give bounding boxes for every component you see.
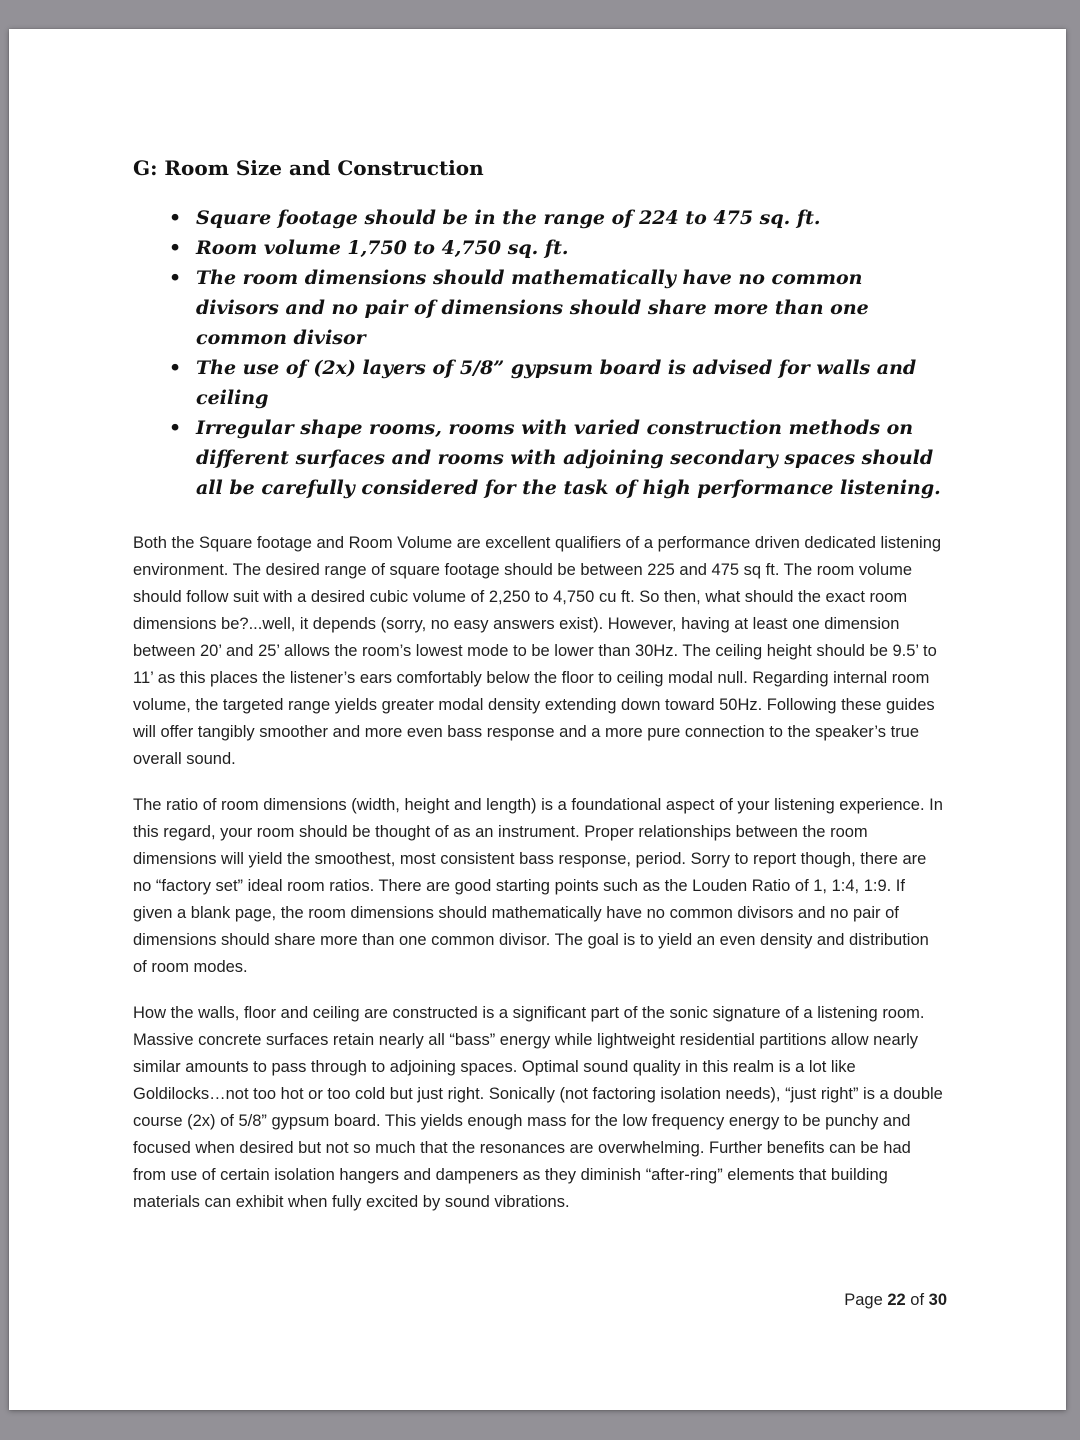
bullet-item: • Room volume 1,750 to 4,750 sq. ft.	[133, 233, 947, 263]
paragraph: How the walls, floor and ceiling are constructed is a significant part of the sonic signature of a listening room. Massive concrete surfaces retain nearly all “bass” energy while lightweight residential partitions allow nearly similar amounts to pass through to adjoining spaces. Optimal sound quality in this realm is a lot like Goldilocks…not too hot or too cold but just right. Sonically (not factoring isolation needs), “just right” is a double course (2x) of 5/8” gypsum board. This yields enough mass for the low frequency energy to be punchy and focused when desired but not so much that the resonances are overwhelming. Further benefits can be had from use of certain isolation hangers and dampeners as they diminish “after-ring” elements that building materials can exhibit when fully excited by sound vibrations.	[133, 1004, 943, 1211]
bullet-item: • Irregular shape rooms, rooms with varied construction methods on different surfaces and rooms with adjoining secondary spaces should all be carefully considered for the task of high performance listening.	[133, 413, 947, 503]
paragraph: The ratio of room dimensions (width, height and length) is a foundational aspect of your listening experience. In this regard, your room should be thought of as an instrument. Proper relationships between the room dimensions will yield the smoothest, most consistent bass response, period. Sorry to report though, there are no “factory set” ideal room ratios. There are good starting points such as the Louden Ratio of 1, 1:4, 1:9. If given a blank page, the room dimensions should mathematically have no common divisors and no pair of dimensions should share more than one common divisor. The goal is to yield an even density and distribution of room modes.	[133, 796, 943, 976]
document-page	[9, 29, 1066, 1410]
bullet-item: • Square footage should be in the range of 224 to 475 sq. ft.	[133, 203, 947, 233]
total-page-number: 30	[928, 1291, 947, 1309]
page-content	[133, 156, 947, 1235]
page-number-footer	[844, 1291, 947, 1310]
current-page-number: 22	[887, 1291, 906, 1309]
section-heading: G: Room Size and Construction	[133, 156, 484, 180]
of-label: of	[905, 1291, 929, 1309]
bullet-list	[133, 203, 947, 503]
paragraph: Both the Square footage and Room Volume are excellent qualifiers of a performance driven dedicated listening environment. The desired range of square footage should be between 225 and 475 sq ft. The room volume should follow suit with a desired cubic volume of 2,250 to 4,750 cu ft. So then, what should the exact room dimensions be?...well, it depends (sorry, no easy answers exist). However, having at least one dimension between 20’ and 25’ allows the room’s lowest mode to be lower than 30Hz. The ceiling height should be 9.5’ to 11’ as this places the listener’s ears comfortably below the floor to ceiling modal null. Regarding internal room volume, the targeted range yields greater modal density extending down toward 50Hz. Following these guides will offer tangibly smoother and more even bass response and a more pure connection to the speaker’s true overall sound.	[133, 534, 942, 768]
page-label: Page	[844, 1291, 888, 1309]
bullet-item: • The room dimensions should mathematically have no common divisors and no pair of dimensions should share more than one common divisor	[133, 263, 947, 353]
bullet-item: • The use of (2x) layers of 5/8” gypsum board is advised for walls and ceiling	[133, 353, 947, 413]
